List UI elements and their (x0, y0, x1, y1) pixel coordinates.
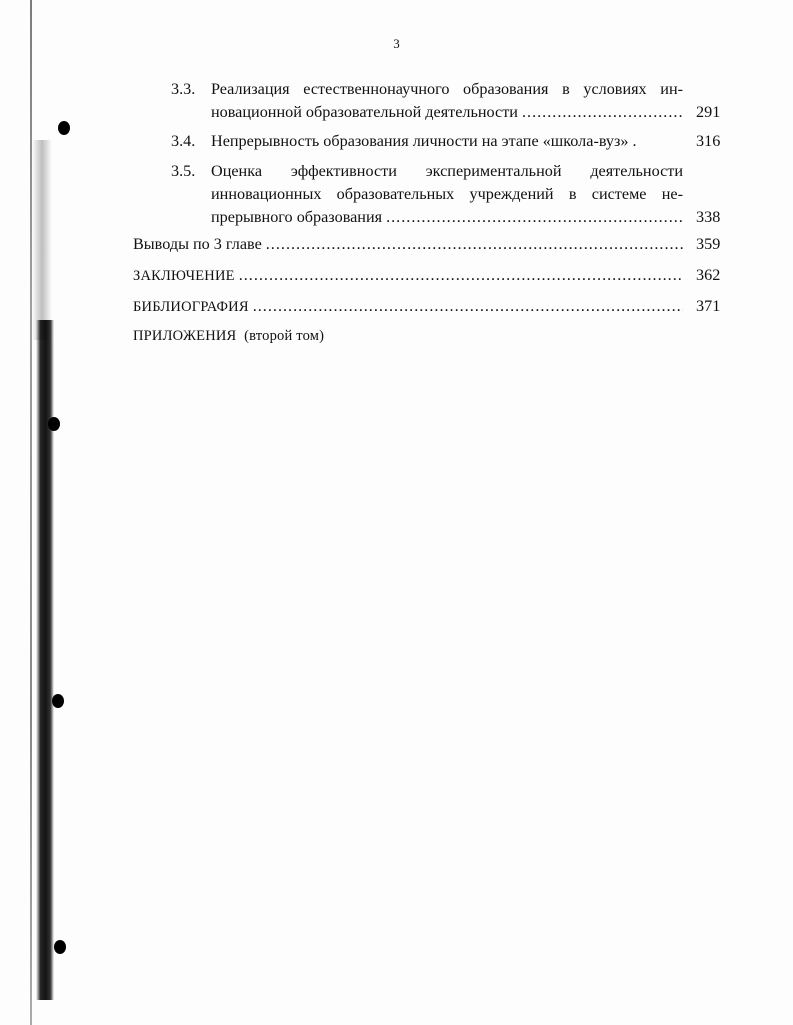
toc-entry-title: ЗАКЛЮЧЕНИЕ (133, 268, 235, 284)
toc-page-ref: 371 (696, 297, 721, 315)
dot-leader (253, 295, 683, 318)
punch-hole-mark (52, 694, 64, 708)
toc-page-ref: 359 (696, 235, 721, 253)
toc-entry-title: ПРИЛОЖЕНИЯ (второй том) (133, 328, 325, 344)
toc-page-ref: 316 (696, 132, 721, 150)
toc-entry-number: 3.4. (171, 132, 196, 150)
toc-page-ref: 362 (696, 266, 721, 284)
toc-entry-number: 3.5. (171, 162, 196, 180)
punch-hole-mark (54, 940, 66, 954)
punch-hole-mark (48, 417, 60, 431)
dot-leader (239, 264, 683, 287)
dot-leader (522, 101, 683, 124)
dot-leader (386, 206, 683, 229)
toc-entry-title-line: прерывного образования ..... (211, 206, 683, 229)
toc-entry-title-line: Непрерывность образования личности на этапе «школа-вуз» . (211, 132, 637, 150)
punch-hole-mark (58, 121, 70, 135)
toc-entry-title-line: Реализация естественнонаучного образования в условиях ин- (211, 80, 683, 98)
toc-page-ref: 291 (696, 103, 721, 121)
toc-page-ref: 338 (696, 208, 721, 226)
toc-entry-title-line: новационной образовательной деятельности ..... (211, 101, 683, 124)
page-number: 3 (393, 36, 400, 51)
scan-shadow (32, 140, 52, 340)
dot-leader (266, 233, 683, 256)
toc-entry-title: БИБЛИОГРАФИЯ (133, 299, 249, 315)
toc-entry-title-line: инновационных образовательных учреждений в системе не- (211, 185, 683, 203)
toc-entry-title-line: Оценка эффективности экспериментальной деятельности (211, 162, 683, 180)
toc-entry-title: Выводы по 3 главе (133, 235, 262, 253)
toc-entry-number: 3.3. (171, 80, 196, 98)
